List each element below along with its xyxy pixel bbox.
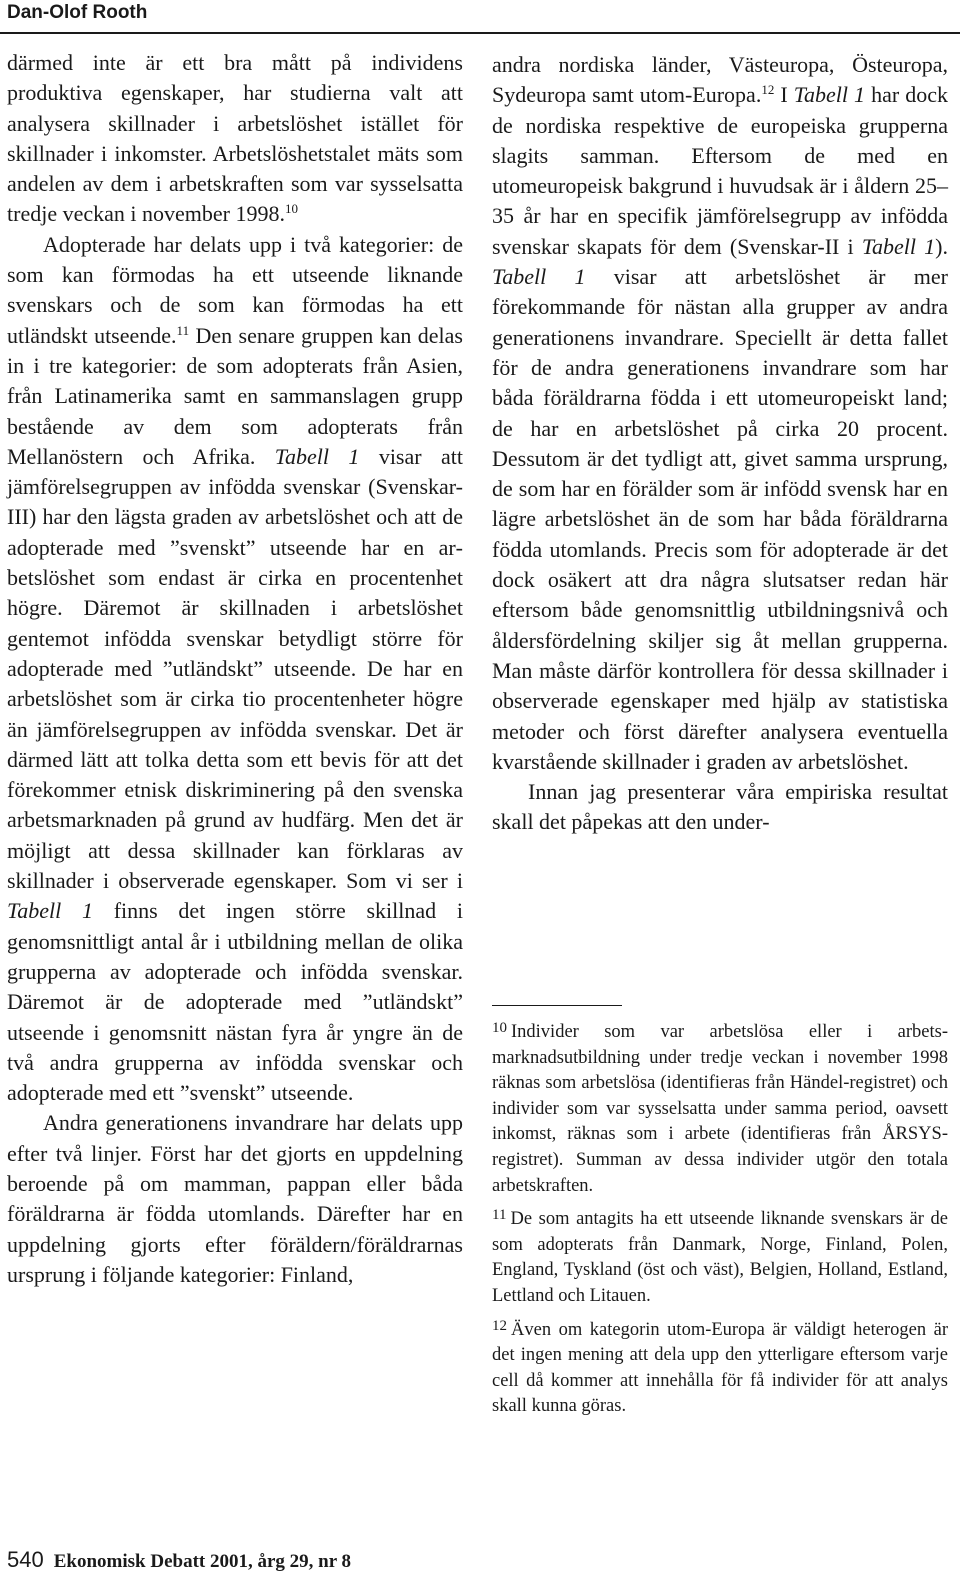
left-paragraph-3	[7, 1108, 463, 1290]
footnote-number: 12	[492, 1317, 507, 1334]
left-p2-d: finns det ingen större skillnad i genomsnittligt antal år i utbildning mellan de olika grupperna av adopterade och infödda svenskar. Däremot är de adopterade med ”utländskt” utseende i genomsnitt nästan fyra år yngre än de två andra grupperna av infödda svenskar och adopterade med ett ”svenskt” utseende.	[7, 898, 463, 1106]
running-head-author: Dan-Olof Rooth	[7, 2, 148, 23]
right-p1-e: visar att arbetslöshet är mer förekommande för nästan alla grupper av andra generationens invandrare. Speciellt är detta fallet för de andra generationens invandrare som har båda föräldrarna födda i ett utomeuropeiskt land; de har en arbetslöshet på cirka 20 procent. Dessutom är det tydligt att, givet samma ursprung, de som har en förälder som är infödd svensk har en lägre arbetslöshet än de som har båda föräldrarna födda utomlands. Precis som för adopterade är det dock osäkert att dra några slutsatser redan här eftersom både genomsnittlig utbildningsnivå och åldersfördelning skiljer sig åt mellan grupperna. Man måste därför kontrollera för dessa skillnader i observerade egenskaper med hjälp av statistiska metoder och först därefter analysera eventuella kvarstående skillnader i graden av arbetslöshet.	[492, 264, 948, 774]
right-column	[492, 50, 948, 838]
journal-citation: Ekonomisk Debatt 2001, årg 29, nr 8	[53, 1551, 352, 1572]
left-p2-b: Den senare gruppen kan delas in i tre kategorier: de som adopterats från Asien, från Latinamerika samt en sammanslagen grupp bestående av dem som adopterats från Mellanöstern och Afrika.	[7, 322, 463, 469]
left-column	[7, 48, 463, 1290]
left-paragraph-1	[7, 48, 463, 230]
footnote-ref-12[interactable]: 12	[761, 82, 775, 98]
right-p1-d: ).	[935, 233, 948, 259]
footnote-number: 10	[492, 1020, 507, 1036]
left-p3-text: Andra generationens invandrare har delats upp efter två linjer. Först har det gjorts en uppdelning beroende på om mamman, pappan eller båda föräldrarna är födda utomlands. Därefter har en uppdelning gjorts efter föräldern/föräldrarnas ursprung i följande kategorier: Finland,	[7, 1110, 463, 1287]
footnote-ref-10[interactable]: 10	[284, 201, 298, 217]
footnote-rule	[492, 1005, 622, 1006]
right-p1-c: har dock de nordiska respektive de europeiska grupperna slagits samman. Eftersom de med en utomeuropeisk bakgrund i huvudsak är i åldern 25–35 år har en specifik jämförelsegrupp av infödda svenskar skapats för dem (Svenskar-II i	[492, 82, 948, 259]
right-p2-text: Innan jag presenterar våra empiriska resultat skall det påpekas att den under-	[492, 779, 948, 835]
footnote-number: 11	[492, 1207, 507, 1224]
right-paragraph-1	[492, 50, 948, 777]
footnote-ref-11[interactable]: 11	[176, 322, 190, 338]
footnote-10	[492, 1016, 948, 1199]
page-number: 540	[7, 1547, 44, 1572]
footnotes	[492, 1016, 948, 1424]
page-footer	[7, 1545, 351, 1577]
table-ref: Tabell 1	[7, 898, 93, 924]
table-ref: Tabell 1	[793, 82, 866, 108]
right-p1-b: I	[774, 82, 794, 108]
table-ref: Tabell 1	[492, 264, 586, 290]
right-p1-a: andra nordiska länder, Västeuropa, Östeuropa, Sydeuropa samt utom-Europa.	[492, 52, 948, 108]
footnote-text: Individer som var arbetslösa eller i arbetsmarknadsutbildning under tredje veckan i november 1998 räknas som arbetslösa (identifieras från Händel-registret) och individer som var sysselsatta under samma period, oavsett inkomst, räknas som i arbete (identifieras från ÅRSYS-registret). Summan av dessa individer utgör den totala arbetskraften.	[492, 1022, 948, 1196]
left-p2-a: Adopterade har delats upp i två kategorier: de som kan förmodas ha ett utseende liknande svenskars och de som kan förmodas ha ett utländskt utseende.	[7, 231, 463, 348]
footnote-text: Även om kategorin utom-Europa är väldigt heterogen är det ingen mening att dela upp den ytterligare eftersom varje cell då kommer att innehålla för få individer för att analys skall kunna göras.	[492, 1319, 948, 1417]
footnote-11	[492, 1203, 948, 1309]
left-p1-text: därmed inte är ett bra mått på individens produktiva egenskaper, har studierna valt att analysera skillnader i arbetslöshet istället för skillnader i inkomster. Arbetslöshetstalet mäts som andelen av dem i arbetskraften som var sysselsatta tredje veckan i november 1998.	[7, 50, 463, 227]
left-p2-c: visar att jämförelsegruppen av infödda svenskar (Svenskar-III) har den lägsta graden av arbetslöshet och att de adopterade med ”svenskt” utseende har en arbetslöshet som endast är cirka en procentenhet högre. Däremot är skillnaden i arbetslöshet gentemot infödda svenskar betydligt större för adopterade med ”utländskt” utseende. De har en arbetslöshet som är cirka tio procentenheter högre än jämförelsegruppen av infödda svenskar. Det är därmed lätt att tolka detta som ett bevis för att det förekommer etnisk diskriminering på den svenska arbetsmarknaden på grund av hudfärg. Men det är möjligt att dessa skillnader kan förklaras av skillnader i observerade egenskaper. Som vi ser i	[7, 443, 463, 894]
footnote-12	[492, 1314, 948, 1420]
right-paragraph-2	[492, 777, 948, 838]
footnote-text: De som antagits ha ett utseende liknande svenskars är de som adopterats från Danmark, Norge, Finland, Polen, England, Tyskland (öst och väst), Belgien, Holland, Estland, Lettland och Litauen.	[492, 1209, 948, 1306]
header-rule	[0, 32, 960, 34]
table-ref: Tabell 1	[274, 443, 360, 469]
left-paragraph-2	[7, 230, 463, 1109]
table-ref: Tabell 1	[861, 233, 936, 259]
